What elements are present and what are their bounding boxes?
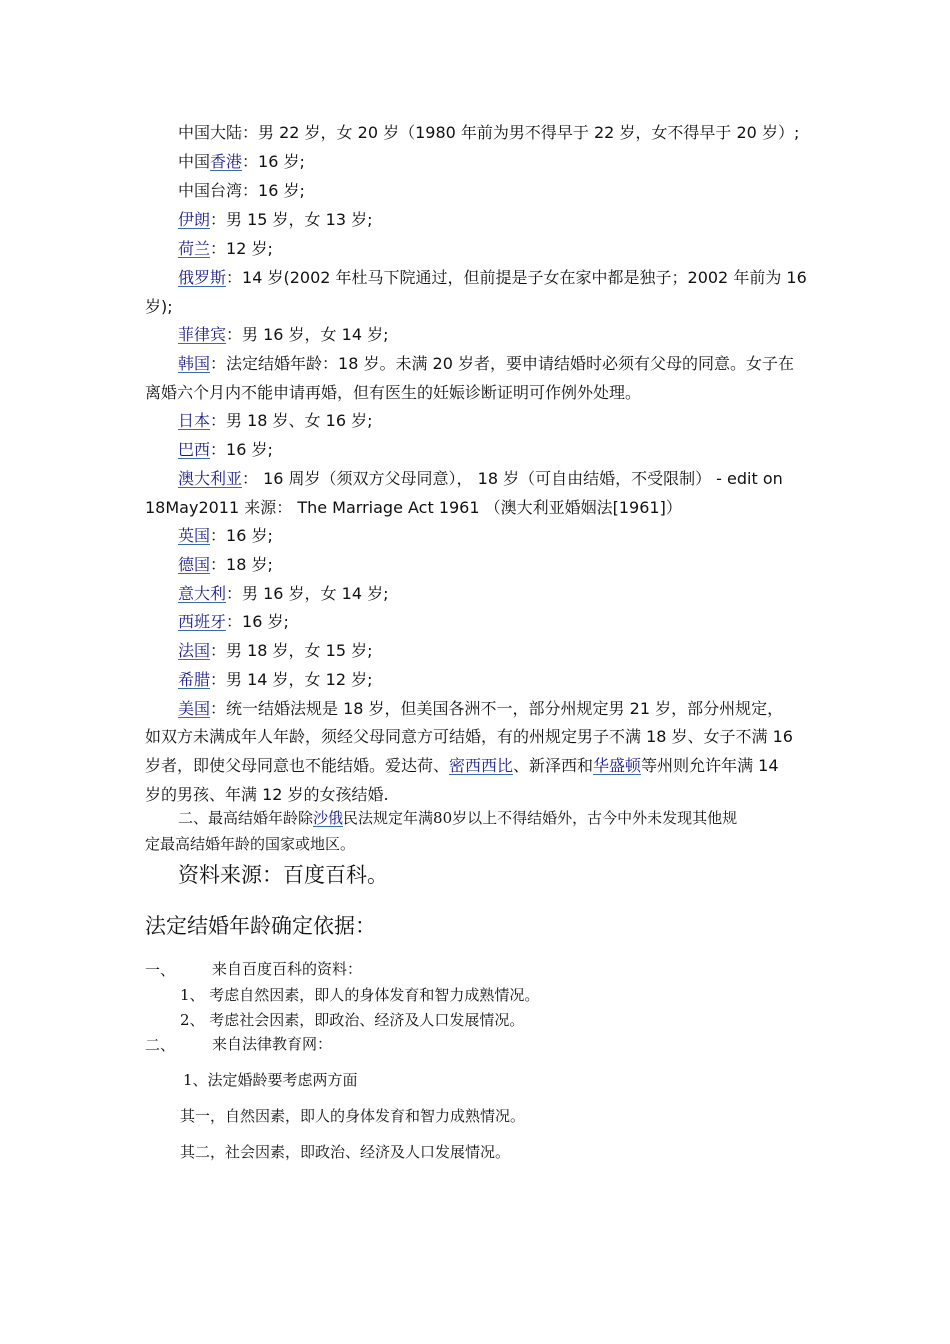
country-link[interactable]: 巴西 [178,440,211,459]
entry-japan [178,406,843,435]
entry-france [178,636,843,665]
entry-germany [178,550,843,579]
entry-text: ：法定结婚年龄：18 岁。未满 20 岁者，要申请结婚时必须有父母的同意。女子在 [210,354,794,373]
country-name: 中国大陆 [178,123,243,142]
entry-text: ：男 14 岁，女 12 岁; [210,670,373,689]
entry-brazil [178,435,843,464]
section-heading: 法定结婚年龄确定依据： [145,914,376,938]
entry-greece [178,665,843,694]
section-1-number: 一、 [145,961,176,979]
usa-text: 岁者，即使父母同意也不能结婚。爱达荷、 [145,756,450,775]
entry-hongkong [178,147,843,176]
country-link[interactable]: 伊朗 [178,210,211,229]
entry-text: ：16 岁; [226,612,289,631]
country-link[interactable]: 英国 [178,526,211,545]
entry-taiwan [178,176,843,205]
country-link[interactable]: 意大利 [178,584,227,603]
country-link[interactable]: 日本 [178,411,211,430]
entry-china-mainland [178,118,843,147]
entry-text: ：16 岁; [210,526,273,545]
max-age-cont: 定最高结婚年龄的国家或地区。 [145,835,356,853]
section-1-title: 来自百度百科的资料： [212,960,363,978]
entry-text: ：男 18 岁，女 15 岁; [210,641,373,660]
country-link[interactable]: 德国 [178,555,211,574]
entry-text: ：统一结婚法规是 18 岁，但美国各洲不一，部分州规定男 21 岁，部分州规定， [210,699,784,718]
country-link[interactable]: 菲律宾 [178,325,227,344]
entry-text: ：16 岁; [242,181,305,200]
usa-line-2: 如双方未满成年人年龄，须经父母同意方可结婚，有的州规定男子不满 18 岁、女子不满 16 [145,727,793,746]
country-link[interactable]: 法国 [178,641,211,660]
section-2-line-3: 其二，社会因素，即政治、经济及人口发展情况。 [180,1143,511,1161]
entry-usa [178,694,843,723]
entry-netherlands [178,234,843,263]
section-2-line-1: 1、法定婚龄要考虑两方面 [183,1071,358,1089]
state-link-mississippi[interactable]: 密西西比 [449,756,514,775]
state-link-washington[interactable]: 华盛顿 [593,756,642,775]
entry-text: ：男 22 岁，女 20 岁（1980 年前为男不得早于 22 岁，女不得早于 20 岁）; [242,123,800,142]
entry-text: ：男 16 岁，女 14 岁; [226,325,389,344]
section-2-number: 二、 [145,1036,176,1054]
entry-australia-cont: 18May2011 来源： The Marriage Act 1961 （澳大利亚婚姻法[1961]） [145,498,682,517]
entry-text: ：12 岁; [210,239,273,258]
section-1-item-1: 1、 考虑自然因素，即人的身体发育和智力成熟情况。 [180,986,540,1004]
entry-text: ： 16 周岁（须双方父母同意）， 18 岁（可自由结婚，不受限制） - edit on [242,469,783,488]
link-tsarist-russia[interactable]: 沙俄 [313,809,344,827]
entry-philippines [178,320,843,349]
usa-line-4: 岁的男孩、年满 12 岁的女孩结婚. [145,785,389,804]
entry-text: ：18 岁; [210,555,273,574]
entry-text: ：男 16 岁，女 14 岁; [226,584,389,603]
country-link[interactable]: 荷兰 [178,239,211,258]
entry-uk [178,521,843,550]
country-link[interactable]: 香港 [210,152,243,171]
section-2-title: 来自法律教育网： [212,1035,333,1053]
entry-korea [178,349,843,378]
usa-line-3 [145,751,810,780]
entry-iran [178,205,843,234]
entry-russia [178,263,843,292]
source-line: 资料来源：百度百科。 [178,863,388,887]
section-1-item-2: 2、 考虑社会因素，即政治、经济及人口发展情况。 [180,1011,525,1029]
max-age-text: 二、最高结婚年龄除 [178,809,314,827]
max-age-text: 民法规定年满80岁以上不得结婚外，古今中外未发现其他规 [343,809,738,827]
usa-text: 等州则允许年满 14 [641,756,779,775]
entry-russia-cont: 岁); [145,297,173,316]
country-link[interactable]: 俄罗斯 [178,268,227,287]
entry-italy [178,579,843,608]
section-2-line-2: 其一，自然因素，即人的身体发育和智力成熟情况。 [180,1107,526,1125]
entry-spain [178,607,843,636]
entry-text: ：14 岁(2002 年杜马下院通过，但前提是子女在家中都是独子；2002 年前为 16 [226,268,807,287]
max-age-paragraph [178,804,843,833]
entry-text: ：16 岁; [242,152,305,171]
country-link[interactable]: 希腊 [178,670,211,689]
entry-text: ：男 18 岁、女 16 岁; [210,411,373,430]
country-link[interactable]: 韩国 [178,354,211,373]
entry-text: ：16 岁; [210,440,273,459]
country-link[interactable]: 西班牙 [178,612,227,631]
country-link[interactable]: 澳大利亚 [178,469,243,488]
entry-korea-cont: 离婚六个月内不能申请再婚，但有医生的妊娠诊断证明可作例外处理。 [145,383,642,402]
entry-text: ：男 15 岁，女 13 岁; [210,210,373,229]
usa-text: 、新泽西和 [513,756,594,775]
country-prefix: 中国 [178,152,211,171]
country-link[interactable]: 美国 [178,699,211,718]
entry-australia [178,464,843,493]
country-name: 中国台湾 [178,181,243,200]
